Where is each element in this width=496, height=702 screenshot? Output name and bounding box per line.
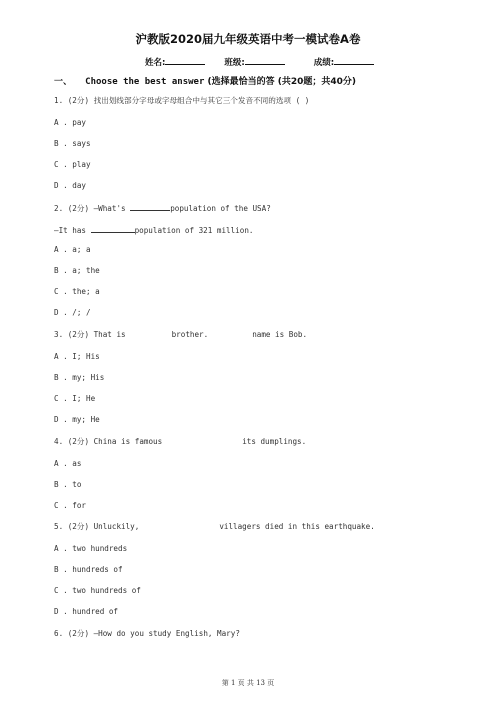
q3-stem-part-b: brother. <box>171 330 209 339</box>
q2-option-a: A . a; a <box>54 245 91 254</box>
q5-stem-part-a: 5. (2分) Unluckily, <box>54 522 140 531</box>
q5-option-a: A . two hundreds <box>54 544 128 553</box>
q3-option-b: B . my; His <box>54 373 105 382</box>
q1-option-c: C . play <box>54 160 91 169</box>
q5-stem-part-b: villagers died in this earthquake. <box>219 522 375 531</box>
score-blank <box>334 55 374 65</box>
student-info-row <box>145 55 405 68</box>
section-title-cn: (选择最恰当的答 (共20题；共40分) <box>207 77 357 87</box>
score-label: 成绩: <box>313 58 335 68</box>
q3-option-c: C . I; He <box>54 394 96 403</box>
q2-blank-1 <box>130 202 170 211</box>
q2-option-d: D . /; / <box>54 308 91 317</box>
q3-stem-part-c: name is Bob. <box>252 330 308 339</box>
q4-stem-part-b: its dumplings. <box>242 437 307 446</box>
name-label: 姓名: <box>145 58 166 68</box>
q4-stem-part-a: 4. (2分) China is famous <box>54 437 163 446</box>
section-heading <box>54 74 356 87</box>
q2-blank-2 <box>91 224 135 233</box>
q2-option-b: B . a; the <box>54 266 100 275</box>
q1-option-d: D . day <box>54 181 87 190</box>
q5-option-d: D . hundred of <box>54 607 119 616</box>
q2-option-c: C . the; a <box>54 287 100 296</box>
class-label: 班级: <box>224 58 245 68</box>
q3-stem-part-a: 3. (2分) That is <box>54 330 126 339</box>
class-blank <box>245 55 285 65</box>
section-title-en: Choose the best answer <box>85 77 205 87</box>
q1-option-b: B . says <box>54 139 91 148</box>
question-5-stem <box>54 522 375 532</box>
q4-option-a: A . as <box>54 459 82 468</box>
q5-option-c: C . two hundreds of <box>54 586 141 595</box>
q2-line2-part-a: —It has <box>54 226 87 235</box>
q5-option-b: B . hundreds of <box>54 565 123 574</box>
q4-option-b: B . to <box>54 480 82 489</box>
question-2-stem <box>54 202 271 214</box>
page-title: 沪教版2020届九年级英语中考一模试卷A卷 <box>135 32 361 46</box>
question-1-stem: 1. (2分) 找出划线部分字母或字母组合中与其它三个发音不同的选项 ( ) <box>54 96 310 105</box>
question-6-stem: 6. (2分) —How do you study English, Mary? <box>54 629 240 638</box>
section-number: 一、 <box>54 77 73 87</box>
q4-option-c: C . for <box>54 501 87 510</box>
page-footer: 第 1 页 共 13 页 <box>221 679 275 687</box>
q2-stem-part-b: population of the USA? <box>170 204 271 213</box>
question-2-line-2 <box>54 224 253 236</box>
q3-option-d: D . my; He <box>54 415 100 424</box>
q2-line2-part-b: population of 321 million. <box>134 226 254 235</box>
question-4-stem <box>54 437 306 447</box>
q3-option-a: A . I; His <box>54 352 100 361</box>
q2-stem-part-a: 2. (2分) —What's <box>54 204 126 213</box>
q1-option-a: A . pay <box>54 118 87 127</box>
question-3-stem <box>54 330 307 340</box>
name-blank <box>165 55 205 65</box>
